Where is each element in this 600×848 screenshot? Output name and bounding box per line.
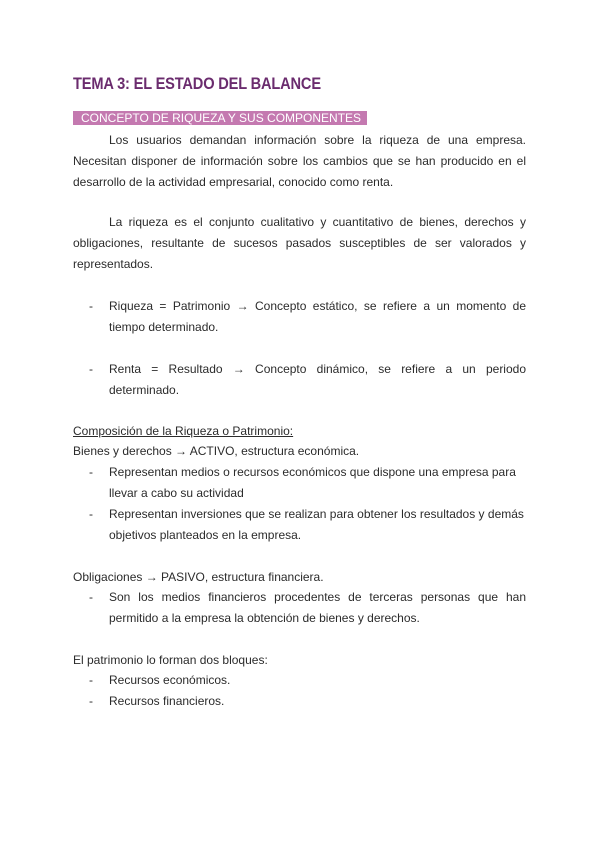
activo-label: Bienes y derechos → ACTIVO, estructura económica. xyxy=(73,444,360,458)
bullet-marker: - xyxy=(89,299,93,313)
activo-item: Representan medios o recursos económicos que dispone una empresa para llevar a cabo su actividad xyxy=(109,465,516,500)
bullet-marker: - xyxy=(89,673,93,687)
intro-paragraph-1: Los usuarios demandan información sobre la riqueza de una empresa. Necesitan disponer de información sobre los cambios que se han producido en el desarrollo de la actividad empresarial, conocido como renta. xyxy=(73,133,526,189)
composition-heading: Composición de la Riqueza o Patrimonio: xyxy=(73,424,294,438)
pasivo-label: Obligaciones → PASIVO, estructura financiera. xyxy=(73,570,324,584)
pasivo-item: Son los medios financieros procedentes de terceras personas que han permitido a la empresa la obtención de bienes y derechos. xyxy=(109,590,526,625)
bullet-marker: - xyxy=(89,590,93,604)
activo-item: Representan inversiones que se realizan para obtener los resultados y demás objetivos planteados en la empresa. xyxy=(109,507,524,542)
bullet-marker: - xyxy=(89,507,93,521)
bullet-marker: - xyxy=(89,362,93,376)
page-title: TEMA 3: EL ESTADO DEL BALANCE xyxy=(73,74,321,93)
section-heading: CONCEPTO DE RIQUEZA Y SUS COMPONENTES xyxy=(73,111,367,125)
bloques-label: El patrimonio lo forman dos bloques: xyxy=(73,653,268,667)
bloque-item: Recursos económicos. xyxy=(109,673,231,687)
bullet-marker: - xyxy=(89,694,93,708)
definition-renta: Renta = Resultado → Concepto dinámico, se refiere a un periodo determinado. xyxy=(109,362,526,397)
bloque-item: Recursos financieros. xyxy=(109,694,225,708)
intro-paragraph-2: La riqueza es el conjunto cualitativo y cuantitativo de bienes, derechos y obligaciones, resultante de sucesos pasados susceptibles de ser valorados y representados. xyxy=(73,215,526,271)
bullet-marker: - xyxy=(89,465,93,479)
definition-riqueza: Riqueza = Patrimonio → Concepto estático, se refiere a un momento de tiempo determinado. xyxy=(109,299,526,334)
